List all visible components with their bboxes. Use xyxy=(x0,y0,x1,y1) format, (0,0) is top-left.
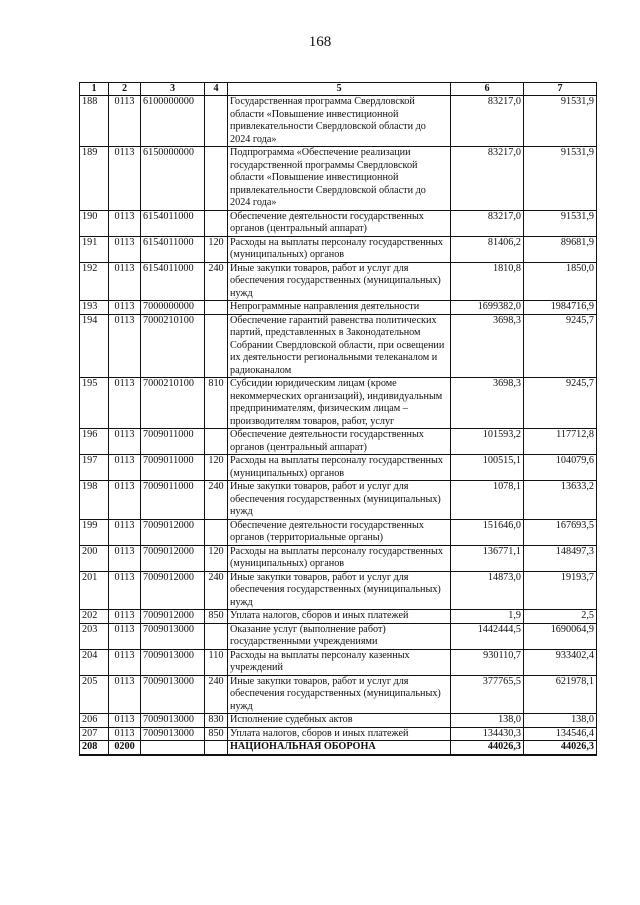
amount-col6-cell: 3698,3 xyxy=(451,378,524,429)
table-row xyxy=(80,481,597,520)
row-number-cell: 201 xyxy=(80,571,109,610)
table-row xyxy=(80,236,597,262)
item-name-cell: Субсидии юридическим лицам (кроме некоммерческих организаций), индивидуальным предпринимателям, физическим лицам – производителям товаров, работ, услуг xyxy=(228,378,451,429)
table-row xyxy=(80,571,597,610)
amount-col7-cell: 1690064,9 xyxy=(524,623,597,649)
target-article-cell: 7009013000 xyxy=(141,649,205,675)
table-header-row xyxy=(80,83,597,96)
expense-type-cell: 120 xyxy=(205,545,228,571)
section-code-cell: 0113 xyxy=(109,610,141,624)
item-name-cell: Иные закупки товаров, работ и услуг для обеспечения государственных (муниципальных) нужд xyxy=(228,675,451,714)
section-code-cell: 0113 xyxy=(109,714,141,728)
table-row xyxy=(80,301,597,315)
row-number-cell: 199 xyxy=(80,519,109,545)
target-article-cell: 7009013000 xyxy=(141,623,205,649)
section-code-cell: 0113 xyxy=(109,236,141,262)
amount-col7-cell: 9245,7 xyxy=(524,378,597,429)
item-name-cell: Государственная программа Свердловской области «Повышение инвестиционной привлекательности Свердловской области до 2024 года» xyxy=(228,96,451,147)
target-article-cell: 7009012000 xyxy=(141,610,205,624)
table-body xyxy=(80,96,597,755)
item-name-cell: Обеспечение гарантий равенства политических партий, представленных в Законодательном Собрании Свердловской области, при освещении их деятельности региональными телеканалом и радиоканалом xyxy=(228,314,451,378)
section-code-cell: 0113 xyxy=(109,455,141,481)
row-number-cell: 196 xyxy=(80,429,109,455)
target-article-cell: 7009011000 xyxy=(141,455,205,481)
item-name-cell: НАЦИОНАЛЬНАЯ ОБОРОНА xyxy=(228,741,451,755)
table-row xyxy=(80,649,597,675)
table-row xyxy=(80,314,597,378)
target-article-cell: 7009013000 xyxy=(141,675,205,714)
target-article-cell: 7009013000 xyxy=(141,727,205,741)
row-number-cell: 202 xyxy=(80,610,109,624)
header-cell: 1 xyxy=(80,83,109,96)
item-name-cell: Обеспечение деятельности государственных органов (центральный аппарат) xyxy=(228,429,451,455)
row-number-cell: 197 xyxy=(80,455,109,481)
amount-col7-cell: 134546,4 xyxy=(524,727,597,741)
expense-type-cell: 830 xyxy=(205,714,228,728)
header-cell: 4 xyxy=(205,83,228,96)
section-code-cell: 0113 xyxy=(109,545,141,571)
row-number-cell: 194 xyxy=(80,314,109,378)
expense-type-cell: 240 xyxy=(205,481,228,520)
expense-type-cell: 120 xyxy=(205,455,228,481)
amount-col7-cell: 933402,4 xyxy=(524,649,597,675)
amount-col7-cell: 13633,2 xyxy=(524,481,597,520)
row-number-cell: 190 xyxy=(80,210,109,236)
amount-col7-cell: 9245,7 xyxy=(524,314,597,378)
row-number-cell: 188 xyxy=(80,96,109,147)
expense-type-cell: 850 xyxy=(205,727,228,741)
amount-col6-cell: 100515,1 xyxy=(451,455,524,481)
row-number-cell: 195 xyxy=(80,378,109,429)
amount-col7-cell: 19193,7 xyxy=(524,571,597,610)
item-name-cell: Расходы на выплаты персоналу государственных (муниципальных) органов xyxy=(228,455,451,481)
row-number-cell: 207 xyxy=(80,727,109,741)
section-code-cell: 0200 xyxy=(109,741,141,755)
target-article-cell: 6154011000 xyxy=(141,262,205,301)
page-number: 168 xyxy=(308,34,332,50)
amount-col7-cell: 91531,9 xyxy=(524,96,597,147)
section-code-cell: 0113 xyxy=(109,262,141,301)
section-code-cell: 0113 xyxy=(109,210,141,236)
amount-col7-cell: 91531,9 xyxy=(524,147,597,211)
amount-col6-cell: 81406,2 xyxy=(451,236,524,262)
item-name-cell: Иные закупки товаров, работ и услуг для обеспечения государственных (муниципальных) нужд xyxy=(228,262,451,301)
expense-type-cell: 110 xyxy=(205,649,228,675)
item-name-cell: Уплата налогов, сборов и иных платежей xyxy=(228,610,451,624)
section-code-cell: 0113 xyxy=(109,675,141,714)
table-row xyxy=(80,741,597,755)
table-row xyxy=(80,210,597,236)
item-name-cell: Расходы на выплаты персоналу казенных учреждений xyxy=(228,649,451,675)
target-article-cell: 7009012000 xyxy=(141,519,205,545)
section-code-cell: 0113 xyxy=(109,571,141,610)
target-article-cell: 6154011000 xyxy=(141,236,205,262)
amount-col6-cell: 101593,2 xyxy=(451,429,524,455)
row-number-cell: 191 xyxy=(80,236,109,262)
expense-type-cell xyxy=(205,147,228,211)
table-row xyxy=(80,378,597,429)
target-article-cell: 7000210100 xyxy=(141,314,205,378)
amount-col6-cell: 83217,0 xyxy=(451,96,524,147)
table-row xyxy=(80,727,597,741)
header-cell: 3 xyxy=(141,83,205,96)
item-name-cell: Обеспечение деятельности государственных органов (территориальные органы) xyxy=(228,519,451,545)
header-cell: 2 xyxy=(109,83,141,96)
header-cell: 5 xyxy=(228,83,451,96)
amount-col6-cell: 3698,3 xyxy=(451,314,524,378)
item-name-cell: Оказание услуг (выполнение работ) государственными учреждениями xyxy=(228,623,451,649)
amount-col6-cell: 377765,5 xyxy=(451,675,524,714)
table-row xyxy=(80,96,597,147)
target-article-cell: 7009011000 xyxy=(141,481,205,520)
amount-col7-cell: 167693,5 xyxy=(524,519,597,545)
item-name-cell: Расходы на выплаты персоналу государственных (муниципальных) органов xyxy=(228,545,451,571)
item-name-cell: Расходы на выплаты персоналу государственных (муниципальных) органов xyxy=(228,236,451,262)
target-article-cell: 7000210100 xyxy=(141,378,205,429)
table-row xyxy=(80,675,597,714)
amount-col7-cell: 91531,9 xyxy=(524,210,597,236)
section-code-cell: 0113 xyxy=(109,481,141,520)
row-number-cell: 200 xyxy=(80,545,109,571)
budget-table xyxy=(79,82,597,756)
expense-type-cell xyxy=(205,314,228,378)
table-row xyxy=(80,545,597,571)
row-number-cell: 206 xyxy=(80,714,109,728)
expense-type-cell: 850 xyxy=(205,610,228,624)
item-name-cell: Уплата налогов, сборов и иных платежей xyxy=(228,727,451,741)
header-cell: 6 xyxy=(451,83,524,96)
row-number-cell: 204 xyxy=(80,649,109,675)
amount-col6-cell: 134430,3 xyxy=(451,727,524,741)
section-code-cell: 0113 xyxy=(109,519,141,545)
expense-type-cell: 240 xyxy=(205,262,228,301)
amount-col6-cell: 138,0 xyxy=(451,714,524,728)
item-name-cell: Иные закупки товаров, работ и услуг для обеспечения государственных (муниципальных) нужд xyxy=(228,571,451,610)
item-name-cell: Обеспечение деятельности государственных органов (центральный аппарат) xyxy=(228,210,451,236)
item-name-cell: Непрограммные направления деятельности xyxy=(228,301,451,315)
expense-type-cell xyxy=(205,96,228,147)
amount-col6-cell: 1,9 xyxy=(451,610,524,624)
table-row xyxy=(80,714,597,728)
section-code-cell: 0113 xyxy=(109,623,141,649)
expense-type-cell xyxy=(205,623,228,649)
section-code-cell: 0113 xyxy=(109,378,141,429)
amount-col7-cell: 148497,3 xyxy=(524,545,597,571)
amount-col7-cell: 2,5 xyxy=(524,610,597,624)
table-row xyxy=(80,429,597,455)
target-article-cell: 6150000000 xyxy=(141,147,205,211)
expense-type-cell xyxy=(205,741,228,755)
item-name-cell: Подпрограмма «Обеспечение реализации государственной программы Свердловской области «Повышение инвестиционной привлекательности Свердловской области до 2024 года» xyxy=(228,147,451,211)
expense-type-cell xyxy=(205,429,228,455)
expense-type-cell: 240 xyxy=(205,571,228,610)
section-code-cell: 0113 xyxy=(109,147,141,211)
row-number-cell: 192 xyxy=(80,262,109,301)
section-code-cell: 0113 xyxy=(109,727,141,741)
section-code-cell: 0113 xyxy=(109,314,141,378)
section-code-cell: 0113 xyxy=(109,301,141,315)
target-article-cell: 7009011000 xyxy=(141,429,205,455)
target-article-cell: 7000000000 xyxy=(141,301,205,315)
expense-type-cell: 810 xyxy=(205,378,228,429)
table-row xyxy=(80,623,597,649)
amount-col6-cell: 1810,8 xyxy=(451,262,524,301)
amount-col6-cell: 151646,0 xyxy=(451,519,524,545)
row-number-cell: 205 xyxy=(80,675,109,714)
target-article-cell: 7009012000 xyxy=(141,545,205,571)
item-name-cell: Исполнение судебных актов xyxy=(228,714,451,728)
amount-col6-cell: 136771,1 xyxy=(451,545,524,571)
target-article-cell xyxy=(141,741,205,755)
section-code-cell: 0113 xyxy=(109,429,141,455)
amount-col7-cell: 621978,1 xyxy=(524,675,597,714)
section-code-cell: 0113 xyxy=(109,96,141,147)
table-row xyxy=(80,147,597,211)
row-number-cell: 198 xyxy=(80,481,109,520)
amount-col6-cell: 1699382,0 xyxy=(451,301,524,315)
target-article-cell: 7009013000 xyxy=(141,714,205,728)
amount-col6-cell: 44026,3 xyxy=(451,741,524,755)
table-row xyxy=(80,610,597,624)
target-article-cell: 6100000000 xyxy=(141,96,205,147)
row-number-cell: 189 xyxy=(80,147,109,211)
amount-col6-cell: 1078,1 xyxy=(451,481,524,520)
amount-col7-cell: 117712,8 xyxy=(524,429,597,455)
amount-col7-cell: 44026,3 xyxy=(524,741,597,755)
expense-type-cell xyxy=(205,210,228,236)
table-row xyxy=(80,519,597,545)
amount-col6-cell: 930110,7 xyxy=(451,649,524,675)
expense-type-cell: 240 xyxy=(205,675,228,714)
amount-col7-cell: 1984716,9 xyxy=(524,301,597,315)
row-number-cell: 208 xyxy=(80,741,109,755)
amount-col6-cell: 83217,0 xyxy=(451,147,524,211)
target-article-cell: 6154011000 xyxy=(141,210,205,236)
amount-col6-cell: 14873,0 xyxy=(451,571,524,610)
table-row xyxy=(80,455,597,481)
header-cell: 7 xyxy=(524,83,597,96)
table-row xyxy=(80,262,597,301)
amount-col6-cell: 1442444,5 xyxy=(451,623,524,649)
expense-type-cell: 120 xyxy=(205,236,228,262)
expense-type-cell xyxy=(205,519,228,545)
amount-col7-cell: 89681,9 xyxy=(524,236,597,262)
item-name-cell: Иные закупки товаров, работ и услуг для обеспечения государственных (муниципальных) нужд xyxy=(228,481,451,520)
amount-col6-cell: 83217,0 xyxy=(451,210,524,236)
amount-col7-cell: 138,0 xyxy=(524,714,597,728)
row-number-cell: 203 xyxy=(80,623,109,649)
expense-type-cell xyxy=(205,301,228,315)
section-code-cell: 0113 xyxy=(109,649,141,675)
target-article-cell: 7009012000 xyxy=(141,571,205,610)
amount-col7-cell: 1850,0 xyxy=(524,262,597,301)
row-number-cell: 193 xyxy=(80,301,109,315)
amount-col7-cell: 104079,6 xyxy=(524,455,597,481)
